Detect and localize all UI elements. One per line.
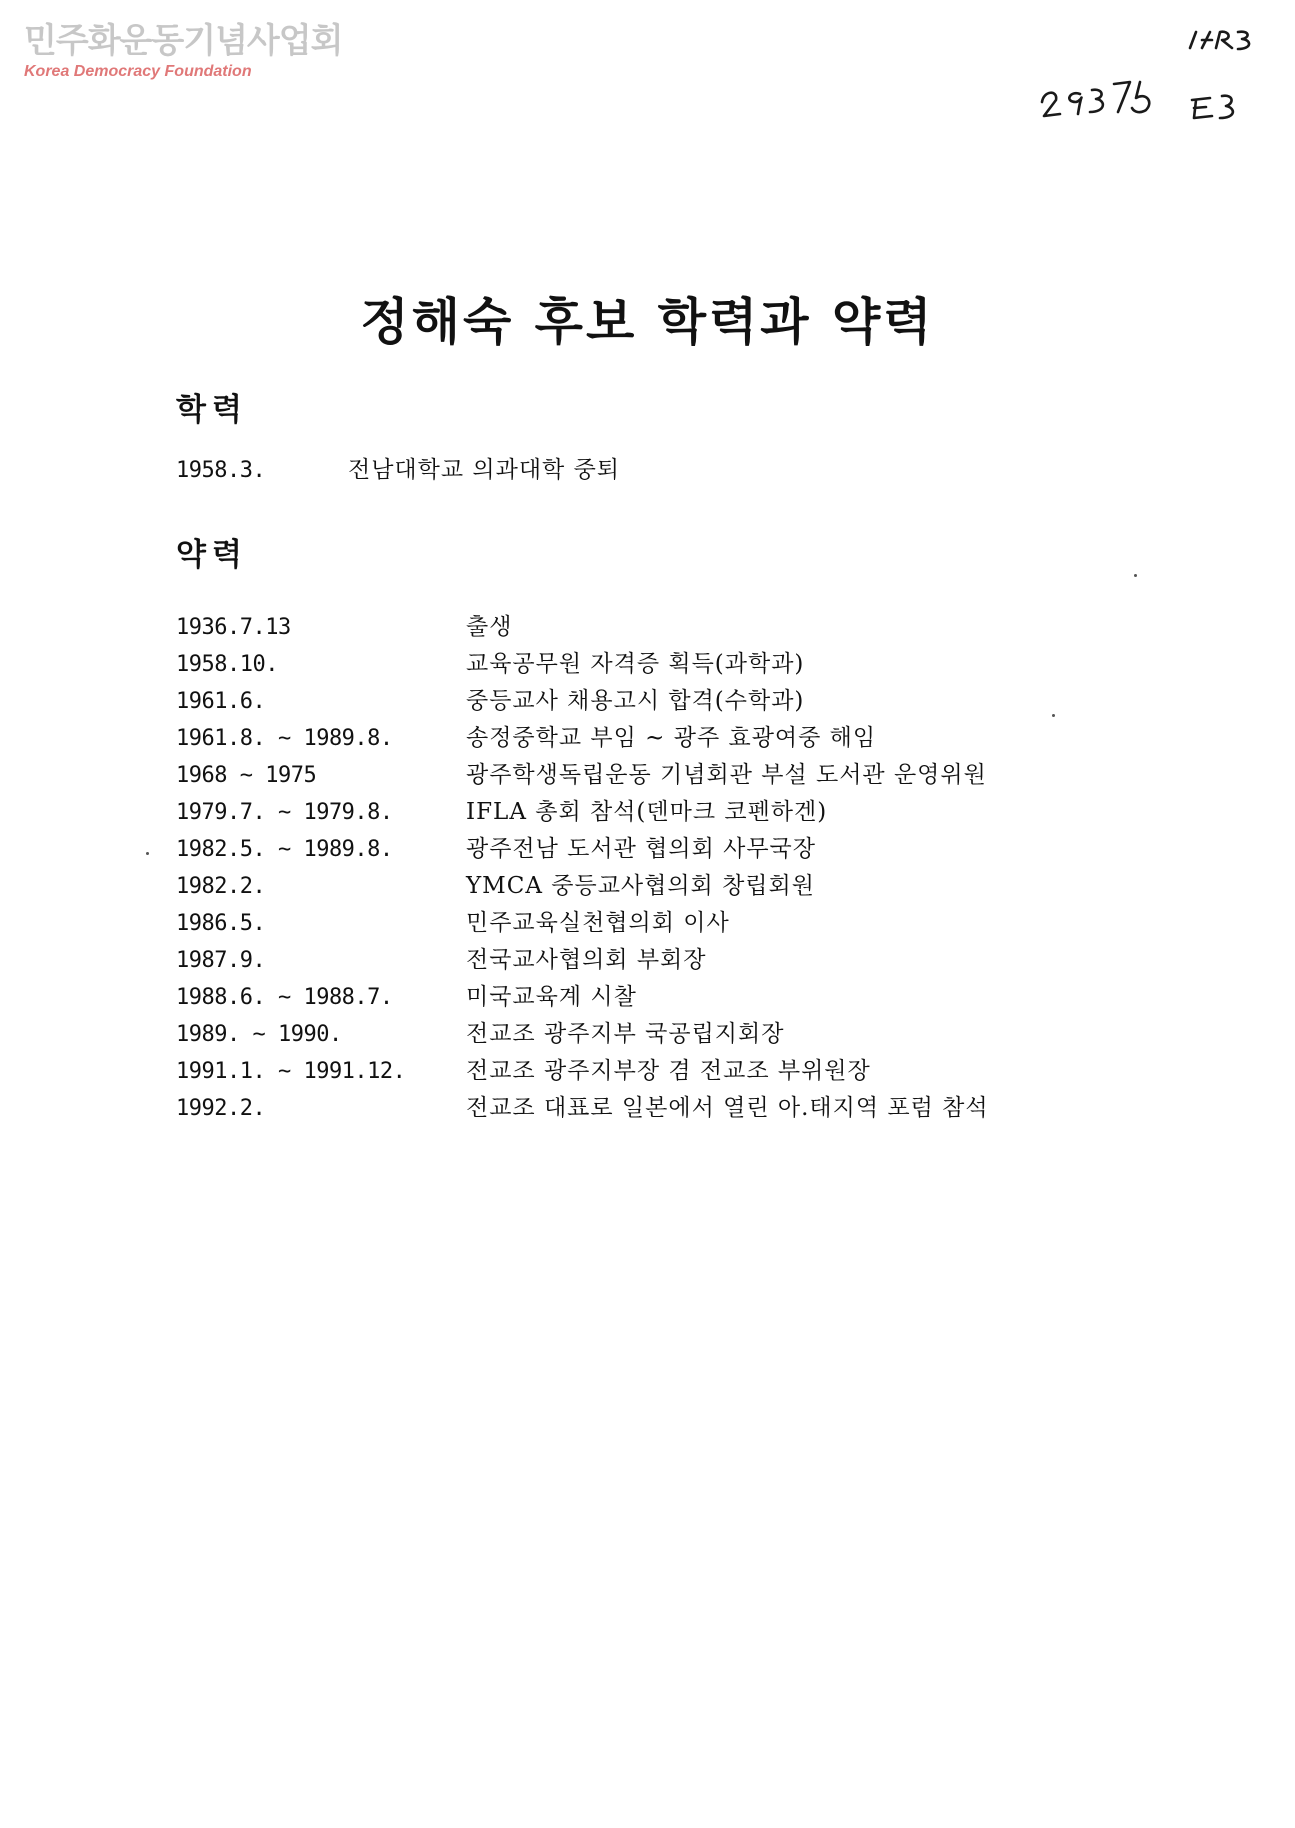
career-date: 1991.1. ~ 1991.12. (176, 1059, 406, 1084)
career-row (176, 722, 877, 754)
career-date: 1982.2. (176, 874, 266, 899)
education-row (176, 454, 621, 486)
education-date: 1958.3. (176, 458, 266, 483)
career-date: 1992.2. (176, 1096, 266, 1121)
career-row (176, 1055, 871, 1087)
career-desc: 전교조 광주지부 국공립지회장 (466, 1021, 785, 1047)
career-row (176, 759, 987, 791)
education-heading: 학력 (176, 392, 248, 428)
career-row (176, 870, 815, 902)
career-desc: 전국교사협의회 부회장 (466, 947, 707, 973)
scan-speck (1052, 714, 1055, 717)
career-row (176, 796, 828, 828)
career-date: 1988.6. ~ 1988.7. (176, 985, 393, 1010)
career-desc: 교육공무원 자격증 획득(과학과) (466, 651, 805, 677)
career-date: 1958.10. (176, 652, 278, 677)
career-row (176, 833, 816, 865)
foundation-watermark (24, 20, 343, 82)
career-row (176, 981, 637, 1013)
career-row (176, 944, 707, 976)
career-row (176, 1092, 989, 1124)
career-row (176, 685, 805, 717)
career-desc: 전교조 대표로 일본에서 열린 아.태지역 포럼 참석 (466, 1095, 989, 1121)
scan-speck (1134, 574, 1137, 577)
career-row (176, 611, 513, 643)
career-desc: 송정중학교 부임 ~ 광주 효광여중 해임 (466, 725, 877, 751)
career-row (176, 907, 730, 939)
career-date: 1986.5. (176, 911, 266, 936)
watermark-korean: 민주화운동기념사업회 (24, 21, 343, 61)
document-title: 정해숙 후보 학력과 약력 (360, 292, 935, 351)
career-row (176, 1018, 785, 1050)
scan-speck (146, 852, 149, 855)
career-date: 1982.5. ~ 1989.8. (176, 837, 393, 862)
career-row (176, 648, 805, 680)
career-desc: 중등교사 채용고시 합격(수학과) (466, 688, 805, 714)
career-desc: 미국교육계 시찰 (466, 984, 637, 1010)
career-desc: 민주교육실천협의회 이사 (466, 910, 730, 936)
career-desc: YMCA 중등교사협의회 창립회원 (466, 873, 815, 899)
career-date: 1979.7. ~ 1979.8. (176, 800, 393, 825)
career-heading: 약력 (176, 537, 248, 573)
career-date: 1989. ~ 1990. (176, 1022, 342, 1047)
career-desc: 출생 (466, 614, 513, 640)
career-date: 1961.6. (176, 689, 266, 714)
career-desc: 광주전남 도서관 협의회 사무국장 (466, 836, 816, 862)
career-date: 1968 ~ 1975 (176, 763, 317, 788)
career-desc: 전교조 광주지부장 겸 전교조 부위원장 (466, 1058, 871, 1084)
career-desc: 광주학생독립운동 기념회관 부설 도서관 운영위원 (466, 762, 987, 788)
watermark-english: Korea Democracy Foundation (24, 63, 252, 80)
career-date: 1936.7.13 (176, 615, 291, 640)
education-desc: 전남대학교 의과대학 중퇴 (348, 457, 621, 483)
handwritten-archive-note (1030, 18, 1270, 128)
career-desc: IFLA 총회 참석(덴마크 코펜하겐) (466, 799, 828, 825)
career-date: 1987.9. (176, 948, 266, 973)
career-date: 1961.8. ~ 1989.8. (176, 726, 393, 751)
